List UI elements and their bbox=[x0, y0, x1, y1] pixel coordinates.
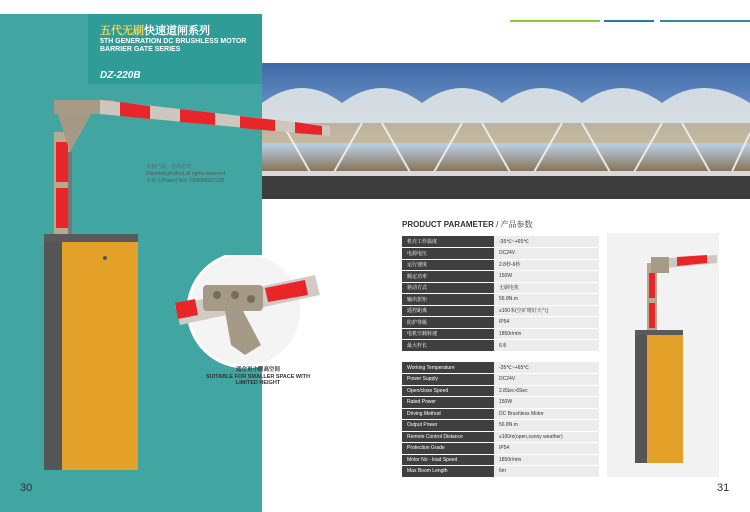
params-table-cn bbox=[402, 236, 599, 352]
param-key: 最大杆长 bbox=[402, 340, 494, 352]
param-row bbox=[402, 431, 599, 443]
param-value: 1850r/min bbox=[494, 328, 599, 340]
param-row bbox=[402, 282, 599, 294]
param-key: 输出扭矩 bbox=[402, 294, 494, 306]
param-row bbox=[402, 374, 599, 386]
params-table-en bbox=[402, 362, 599, 478]
param-value: IP54 bbox=[494, 443, 599, 455]
title-chinese bbox=[100, 22, 210, 38]
param-row bbox=[402, 466, 599, 478]
title-cn-highlight: 五代无刷 bbox=[100, 25, 144, 37]
param-key: 机壳工作温度 bbox=[402, 236, 494, 248]
param-row bbox=[402, 385, 599, 397]
param-value: DC24V bbox=[494, 248, 599, 260]
param-row bbox=[402, 328, 599, 340]
model-number: DZ-220B bbox=[100, 70, 141, 81]
param-key: Open/close Speed bbox=[402, 385, 494, 397]
patent-line-2: Patented product,all rights reserved bbox=[146, 171, 225, 177]
param-value: 56.8N.m bbox=[494, 420, 599, 432]
param-key: 电源电压 bbox=[402, 248, 494, 260]
param-row bbox=[402, 259, 599, 271]
param-row bbox=[402, 294, 599, 306]
accent-line-green-1 bbox=[510, 20, 600, 22]
param-value: 150W bbox=[494, 271, 599, 283]
param-row bbox=[402, 236, 599, 248]
param-value: DC24V bbox=[494, 374, 599, 386]
param-value: -35℃~+65℃ bbox=[494, 236, 599, 248]
title-en-line1: 5TH GENERATION DC BRUSHLESS MOTOR bbox=[100, 38, 247, 45]
title-english bbox=[100, 38, 270, 54]
param-value: ≤100米(空旷晴好天气) bbox=[494, 305, 599, 317]
small-barrier-gate-illustration bbox=[607, 233, 719, 477]
param-row bbox=[402, 443, 599, 455]
zoom-detail-circle bbox=[165, 255, 325, 375]
param-key: Protection Grade bbox=[402, 443, 494, 455]
param-key: Working Temperature bbox=[402, 362, 494, 374]
param-key: Remote Control Distance bbox=[402, 431, 494, 443]
param-key: Max Boom Length bbox=[402, 466, 494, 478]
param-value: 150W bbox=[494, 397, 599, 409]
patent-notice bbox=[146, 164, 225, 185]
param-key: 遥控距离 bbox=[402, 305, 494, 317]
param-key: 驱动方式 bbox=[402, 282, 494, 294]
param-key: Motor No - load Speed bbox=[402, 454, 494, 466]
param-value: -35℃~+65℃ bbox=[494, 362, 599, 374]
param-row bbox=[402, 248, 599, 260]
param-value: DC Brushless Motor bbox=[494, 408, 599, 420]
param-key: Driving Method bbox=[402, 408, 494, 420]
param-key: 额定功率 bbox=[402, 271, 494, 283]
page-number-right: 31 bbox=[717, 482, 730, 494]
product-photo-small bbox=[607, 233, 719, 477]
param-key: 运行速度 bbox=[402, 259, 494, 271]
param-row bbox=[402, 454, 599, 466]
param-row bbox=[402, 362, 599, 374]
patent-line-1: 专利产品，仿冒必究 bbox=[146, 164, 192, 170]
title-en-line2: BARRIER GATE SERIES bbox=[100, 46, 181, 53]
param-row bbox=[402, 340, 599, 352]
param-value: ≤100m(open,sunny weather) bbox=[494, 431, 599, 443]
param-key: Power Supply bbox=[402, 374, 494, 386]
param-value: 6m bbox=[494, 466, 599, 478]
param-row bbox=[402, 317, 599, 329]
section-title-cn: / 产品参数 bbox=[496, 220, 533, 229]
section-title bbox=[402, 219, 533, 230]
detail-caption bbox=[198, 367, 318, 387]
section-title-en: PRODUCT PARAMETER bbox=[402, 220, 494, 229]
param-key: Rated Power bbox=[402, 397, 494, 409]
accent-line-teal-1 bbox=[660, 20, 750, 22]
param-value: 1850r/min bbox=[494, 454, 599, 466]
param-key: 电机空载转速 bbox=[402, 328, 494, 340]
param-value: IP54 bbox=[494, 317, 599, 329]
param-value: 6米 bbox=[494, 340, 599, 352]
param-key: 防护等级 bbox=[402, 317, 494, 329]
cabinet-front-door bbox=[62, 240, 138, 470]
param-value: 56.8N.m bbox=[494, 294, 599, 306]
param-row bbox=[402, 305, 599, 317]
param-value: 2.8秒-6秒 bbox=[494, 259, 599, 271]
param-row bbox=[402, 271, 599, 283]
patent-line-3: 专利号(Patent No): CN3066027195 bbox=[146, 178, 225, 184]
param-value: 2.8Sec-6Sec bbox=[494, 385, 599, 397]
detail-caption-en-1: SUITABLE FOR SMALLER SPACE WITH bbox=[206, 373, 310, 380]
detail-caption-cn: 适合更小限高空间 bbox=[235, 367, 280, 373]
param-row bbox=[402, 408, 599, 420]
detail-caption-en-2: LIMITED HEIGHT bbox=[235, 380, 281, 386]
page-number-left: 30 bbox=[20, 482, 33, 494]
param-key: Output Power bbox=[402, 420, 494, 432]
param-value: 无刷电机 bbox=[494, 282, 599, 294]
param-row bbox=[402, 397, 599, 409]
title-cn-rest: 快速道闸系列 bbox=[144, 25, 210, 37]
param-row bbox=[402, 420, 599, 432]
accent-line-blue-1 bbox=[604, 20, 654, 22]
